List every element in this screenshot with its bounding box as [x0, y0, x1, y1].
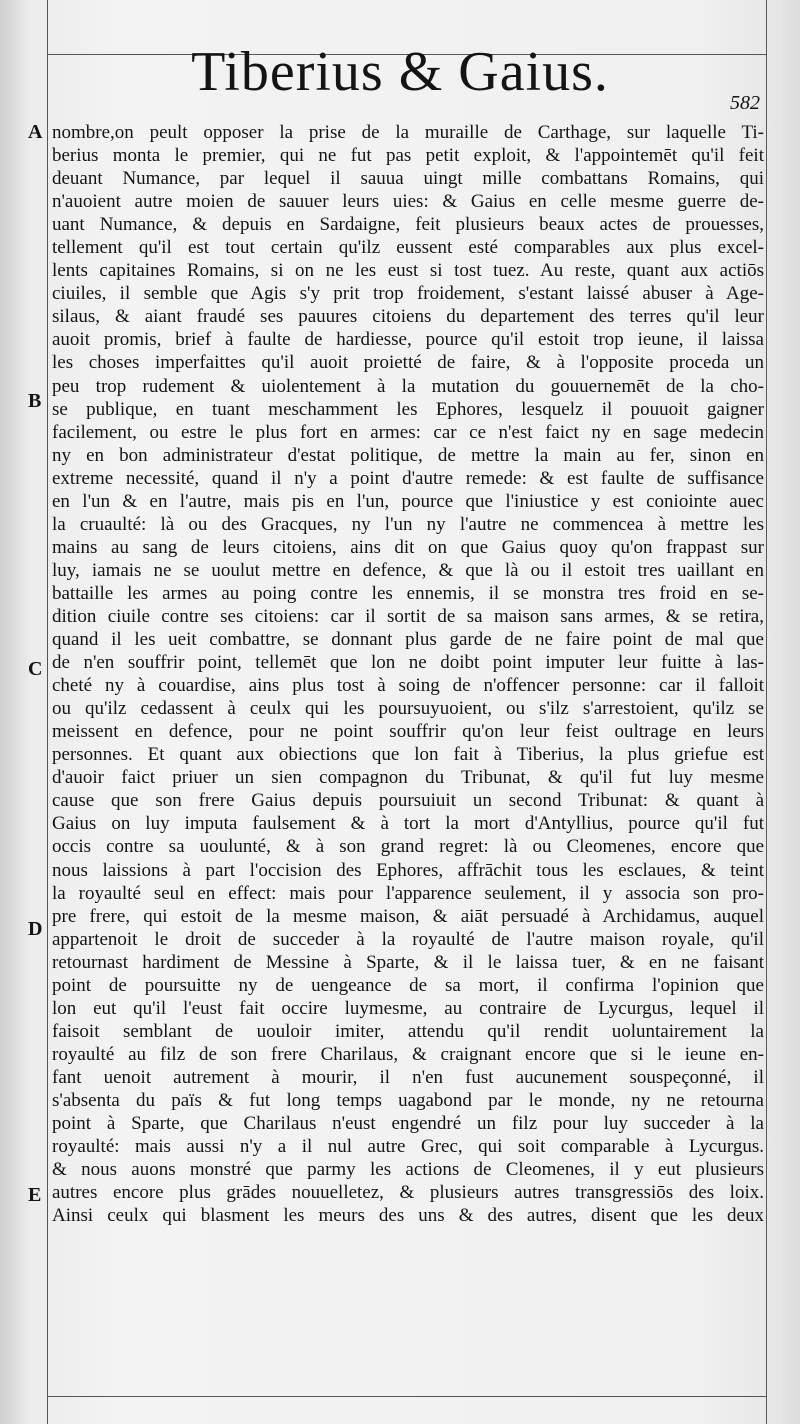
margin-letter-e: E	[28, 1184, 42, 1206]
text-line: ou qu'ilz cedassent à ceulx qui les poursuyuoient, ou s'ilz s'arrestoient, qu'ilz se	[52, 698, 764, 720]
text-line: royaulté au filz de son frere Charilaus, & craignant encore que si le ieune en-	[52, 1043, 764, 1065]
text-line: point à Sparte, que Charilaus n'eust engendré un filz pour luy succeder à la	[52, 1113, 764, 1135]
text-line: Gaius on luy imputa faulsement & à tort la mort d'Antyllius, pource qu'il fut	[52, 813, 764, 835]
text-line: autres encore plus grādes nouuelletez, & plusieurs autres transgressiōs des loix.	[52, 1182, 764, 1204]
text-line: la cruaulté: là ou des Gracques, ny l'un ny l'autre ne commencea à mettre les	[52, 513, 764, 535]
text-line: & nous auons monstré que parmy les actions de Cleomenes, il y eut plusieurs	[52, 1159, 764, 1181]
text-line: luy, iamais ne se uoulut mettre en defence, & que là ou il estoit tres uaillant en	[52, 559, 764, 581]
text-line: mains au sang de leurs citoiens, ains dit on que Gaius quoy qu'on frappast sur	[52, 536, 764, 558]
text-line: faisoit semblant de uouloir imiter, attendu qu'il rendit uoluntairement la	[52, 1020, 764, 1042]
margin-letter-d: D	[28, 918, 43, 940]
text-line: point de poursuitte ny de uengeance de sa mort, il confirma l'opinion que	[52, 974, 764, 996]
page-title: Tiberius & Gaius.	[191, 41, 609, 103]
text-line: dition ciuile contre ses citoiens: car il sortit de sa maison sans armes, & se retira,	[52, 605, 764, 627]
text-line: lents capitaines Romains, si on ne les eust si tost tuez. Au reste, quant aux actiōs	[52, 260, 764, 282]
text-line: nous laissions à part l'occision des Ephores, affrāchit tous les esclaues, & teint	[52, 859, 764, 881]
text-line: en l'un & en l'autre, mais pis en l'un, pource que l'iniustice y est coniointe auec	[52, 490, 764, 512]
text-line: royaulté: mais aussi n'y a il nul autre Grec, qui soit comparable à Lycurgus.	[52, 1136, 764, 1158]
margin-letter-c: C	[28, 658, 43, 680]
text-line: peu trop rudement & uiolentement à la mutation du gouuernemēt de la cho-	[52, 375, 764, 397]
text-line: retournast hardiment de Messine à Sparte, & il le laissa tuer, & en ne faisant	[52, 951, 764, 973]
text-line: pre frere, qui estoit de la mesme maison, & aiāt persuadé à Archidamus, auquel	[52, 905, 764, 927]
body-text	[52, 121, 764, 1227]
text-line: lon eut qu'il l'eust fait occire luymesme, au contraire de Lycurgus, lequel il	[52, 997, 764, 1019]
text-line: facilement, ou estre le plus fort en armes: car ce n'est faict ny en sage medecin	[52, 421, 764, 443]
text-line: la royaulté seul en effect: mais pour l'apparence seulement, il y associa son pro-	[52, 882, 764, 904]
text-line: nombre,on peult opposer la prise de la muraille de Carthage, sur laquelle Ti-	[52, 122, 764, 143]
text-line: Ainsi ceulx qui blasment les meurs des uns & des autres, disent que les deux	[52, 1205, 764, 1227]
text-line: n'auoient autre moien de sauuer leurs uies: & Gaius en celle mesme guerre de-	[52, 191, 764, 213]
text-line: berius monta le premier, qui ne fut pas petit exploit, & l'appointemēt qu'il feit	[52, 145, 764, 167]
text-line: s'absenta du païs & fut long temps uagabond par le monde, ny ne retourna	[52, 1089, 764, 1111]
text-line: uant Numance, & depuis en Sardaigne, feit plusieurs beaux actes de prouesses,	[52, 214, 764, 236]
right-margin-rule	[766, 0, 767, 1424]
text-line: deuant Numance, par lequel il sauua uingt mille combattans Romains, qui	[52, 168, 764, 190]
text-line: tellement qu'il est tout certain qu'ilz eussent esté comparables aux plus excel-	[52, 237, 764, 259]
text-line: battaille les armes au poing contre les ennemis, il se monstra tres froid en se-	[52, 582, 764, 604]
text-line: les choses imperfaittes qu'il auoit proietté de faire, & à l'opposite proceda un	[52, 352, 764, 374]
text-line: silaus, & aiant fraudé ses pauures citoiens du departement des terres qu'il leur	[52, 306, 764, 328]
text-line: cheté ny à couardise, ains plus tost à soing de n'offencer personne: car il falloit	[52, 675, 764, 697]
margin-letter-a: A	[28, 121, 43, 143]
bottom-rule	[47, 1396, 766, 1397]
text-line: de n'en souffrir point, tellemēt que lon ne doibt point imputer leur fuitte à las-	[52, 652, 764, 674]
text-line: auoit promis, brief à faulte de hardiesse, pource qu'il estoit trop ieune, il laissa	[52, 329, 764, 351]
text-line: personnes. Et quant aux obiections que lon fait à Tiberius, la plus griefue est	[52, 744, 764, 766]
text-line: meissent en defence, pour ne point souffrir qu'on leur feist oultrage en leurs	[52, 721, 764, 743]
text-line: cause que son frere Gaius depuis poursuiuit un second Tribunat: & quant à	[52, 790, 764, 812]
text-line: extreme necessité, quand il n'y a point d'autre remede: & est faulte de suffisance	[52, 467, 764, 489]
text-line: appartenoit le droit de succeder à la royaulté de l'autre maison royale, qu'il	[52, 928, 764, 950]
text-line: d'auoir faict priuer un sien compagnon du Tribunat, & qu'il fut luy mesme	[52, 767, 764, 789]
left-margin-rule	[47, 0, 48, 1424]
text-line: occis contre sa uoulunté, & à son grand regret: là ou Cleomenes, encore que	[52, 836, 764, 858]
text-line: quand il les ueit combattre, se donnant plus garde de ne faire point de mal que	[52, 629, 764, 651]
text-line: fant uenoit autrement à mourir, il n'en fust aucunement souspeçonné, il	[52, 1066, 764, 1088]
text-line: ciuiles, il semble que Agis s'y prit trop froidement, s'estant laissé abuser à Age-	[52, 283, 764, 305]
text-line: ny en bon administrateur d'estat politique, de mettre la main au fer, sinon en	[52, 444, 764, 466]
text-line: se publique, en tuant meschamment les Ephores, lesquelz il pouuoit gaigner	[52, 398, 764, 420]
margin-letter-b: B	[28, 390, 42, 412]
folio-number: 582	[730, 92, 760, 114]
